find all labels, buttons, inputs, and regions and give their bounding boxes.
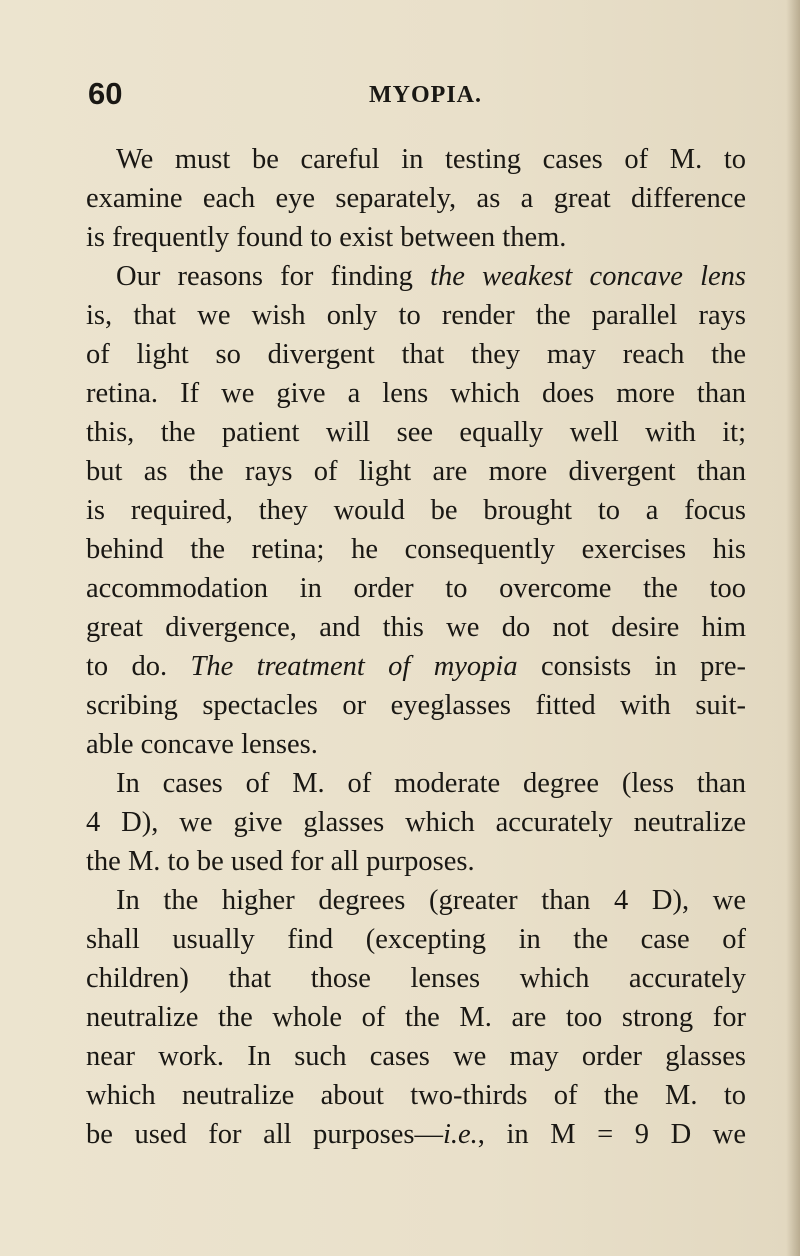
text-line: near work. In such cases we may order glasses [86,1041,746,1072]
running-title: MYOPIA. [369,82,482,108]
text-line: In the higher degrees (greater than 4 D), we [116,885,746,916]
text-line: able concave lenses. [86,729,318,760]
text-line: which neutralize about two-thirds of the M. to [86,1080,746,1111]
text-line: this, the patient will see equally well with it; [86,417,746,448]
text-line: to do. The treatment of myopia consists in pre- [86,651,747,682]
text-line: retina. If we give a lens which does more than [86,378,746,409]
text-line: the M. to be used for all purposes. [86,846,475,877]
text-line: examine each eye separately, as a great difference [86,183,746,214]
text-line: but as the rays of light are more divergent than [86,456,746,487]
text-line: In cases of M. of moderate degree (less than [116,768,746,799]
text-line: of light so divergent that they may reach the [86,339,746,370]
text-line: behind the retina; he consequently exercises his [86,534,746,565]
page-header [88,76,738,116]
text-line: be used for all purposes—i.e., in M = 9 D we [86,1119,746,1150]
text-line: is frequently found to exist between them. [86,222,567,253]
body-text [86,140,746,1154]
text-line: is, that we wish only to render the parallel rays [86,300,746,331]
text-line: children) that those lenses which accurately [86,963,746,994]
text-line: great divergence, and this we do not desire him [86,612,746,643]
text-line: We must be careful in testing cases of M. to [116,144,746,175]
text-line: is required, they would be brought to a focus [86,495,746,526]
text-line: scribing spectacles or eyeglasses fitted with suit- [86,690,746,721]
text-line: Our reasons for finding the weakest concave lens [116,261,746,292]
text-line: neutralize the whole of the M. are too strong for [86,1002,746,1033]
text-line: accommodation in order to overcome the too [86,573,746,604]
page-edge-shadow [786,0,800,1256]
page-number: 60 [88,76,123,111]
text-line: shall usually find (excepting in the case of [86,924,746,955]
text-line: 4 D), we give glasses which accurately neutralize [86,807,746,838]
